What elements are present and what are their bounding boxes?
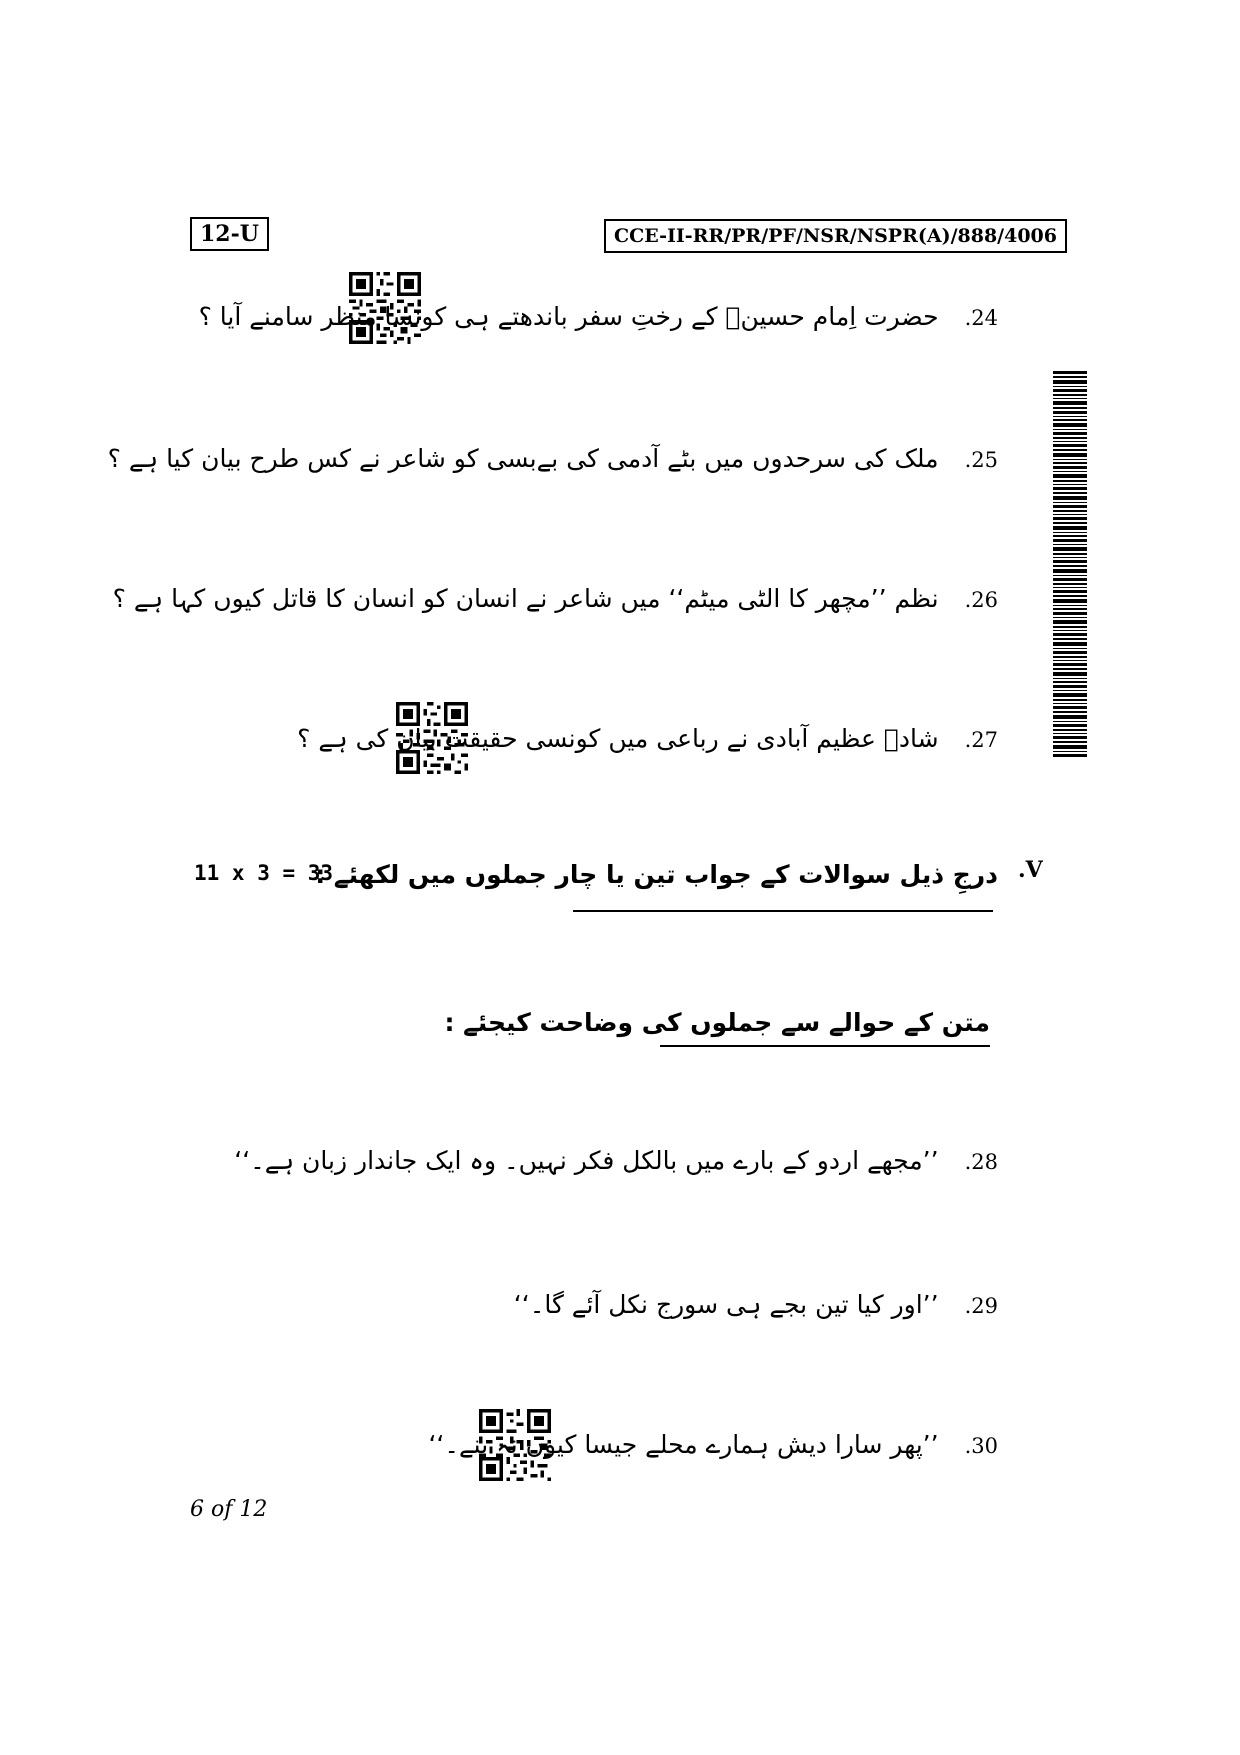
- question-number: 26.: [964, 588, 998, 612]
- question-28: [234, 1141, 998, 1182]
- question-number: 24.: [964, 306, 998, 330]
- page-number: 6 of 12: [190, 1497, 268, 1522]
- paper-code: 12-U: [190, 217, 269, 251]
- section-instruction: درجِ ذیل سوالات کے جواب تین یا چار جملوں میں لکھئے :: [315, 860, 998, 889]
- question-number: 25.: [964, 448, 998, 472]
- question-number: 29.: [964, 1294, 998, 1318]
- question-text: ’’اور کیا تین بجے ہی سورج نکل آئے گا۔‘‘: [513, 1290, 939, 1319]
- question-29: [514, 1285, 998, 1326]
- question-24: [199, 297, 998, 338]
- instruction-underline: [573, 910, 993, 912]
- question-number: 27.: [964, 728, 998, 752]
- question-text: شادؔ عظیم آبادی نے رباعی میں کونسی حقیقت بیان کی ہے ؟: [297, 724, 939, 753]
- section-subheading: متن کے حوالے سے جملوں کی وضاحت کیجئے :: [444, 1008, 990, 1037]
- series-code: CCE-II-RR/PR/PF/NSR/NSPR(A)/888/4006: [604, 219, 1067, 253]
- question-text: ملک کی سرحدوں میں بٹے آدمی کی بےبسی کو شاعر نے کس طرح بیان کیا ہے ؟: [107, 444, 939, 473]
- question-text: ’’پھر سارا دیش ہمارے محلے جیسا کیوں نہ بنے۔‘‘: [428, 1430, 939, 1459]
- question-30: [428, 1425, 998, 1466]
- question-25: [108, 439, 998, 480]
- question-27: [297, 719, 998, 760]
- question-26: [113, 579, 998, 620]
- question-text: نظم ’’مچھر کا الٹی میٹم‘‘ میں شاعر نے انسان کو انسان کا قاتل کیوں کہا ہے ؟: [112, 584, 939, 613]
- question-text: حضرت اِمام حسینؓ کے رختِ سفر باندھتے ہی کونسا منظر سامنے آیا ؟: [198, 302, 939, 331]
- question-number: 28.: [964, 1150, 998, 1174]
- barcode: [1053, 371, 1087, 759]
- section-number: .V: [1018, 857, 1043, 883]
- subheading-underline: [660, 1045, 990, 1047]
- question-text: ’’مجھے اردو کے بارے میں بالکل فکر نہیں۔ وہ ایک جاندار زبان ہے۔‘‘: [234, 1146, 939, 1175]
- question-number: 30.: [964, 1434, 998, 1458]
- marks-label: 11 x 3 = 33: [194, 861, 334, 885]
